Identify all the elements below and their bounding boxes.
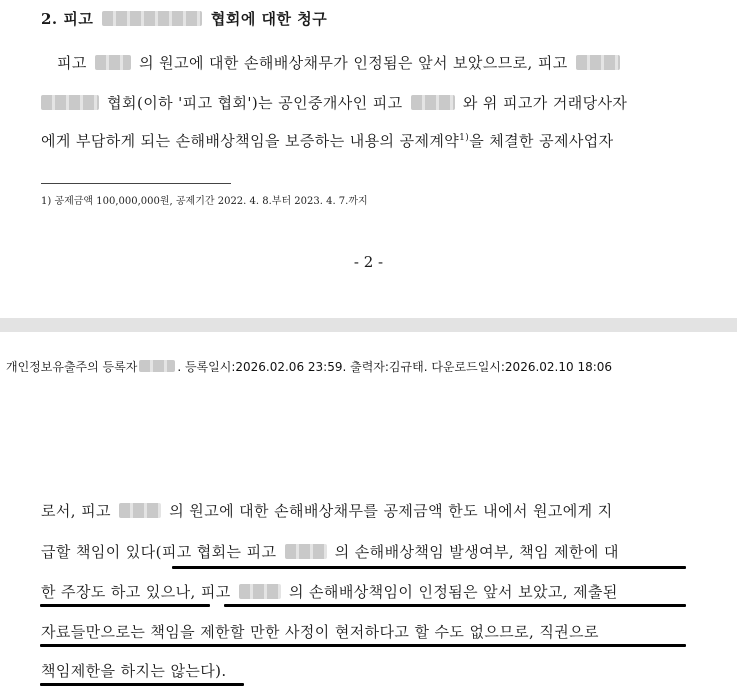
heading-prefix: 2. 피고 [41, 10, 94, 28]
text-span: 와 위 피고가 거래당사자 [462, 94, 628, 112]
redacted-name [285, 544, 327, 559]
underline-mark [40, 683, 244, 686]
text-span: 한 주장도 하고 있으나, 피고 [41, 583, 231, 601]
text-span: 의 원고에 대한 손해배상채무가 인정됨은 앞서 보았으므로, 피고 [139, 54, 568, 72]
text-span: 피고 [57, 54, 87, 72]
footnote: 1) 공제금액 100,000,000원, 공제기간 2022. 4. 8.부터 2023. 4. 7.까지 [41, 196, 368, 207]
document-page-top [0, 0, 737, 318]
text-span: 을 체결한 공제사업자 [469, 132, 614, 150]
footnote-ref: 1) [459, 133, 470, 143]
banner-suffix: . 등록일시:2026.02.06 23:59. 출력자:김규태. 다운로드일시:2026.02.10 18:06 [177, 360, 613, 374]
redacted-name [95, 55, 131, 70]
text-span: 의 원고에 대한 손해배상채무를 공제금액 한도 내에서 원고에게 지 [169, 502, 613, 520]
underline-mark [40, 604, 210, 607]
paragraph-line [41, 660, 227, 681]
redacted-name [139, 360, 175, 372]
text-span: 의 손해배상책임이 인정됨은 앞서 보았고, 제출된 [288, 583, 618, 601]
page-number: - 2 - [353, 253, 384, 271]
section-heading [41, 8, 327, 29]
redacted-name [576, 55, 620, 70]
paragraph-line [41, 621, 599, 642]
underline-mark [172, 566, 686, 569]
paragraph-line [57, 52, 623, 73]
page-separator [0, 318, 737, 332]
banner-prefix: 개인정보유출주의 등록자 [6, 360, 138, 374]
paragraph-line [41, 541, 619, 562]
redacted-name [411, 95, 455, 110]
redacted-name [41, 95, 99, 110]
text-span: 로서, 피고 [41, 502, 111, 520]
paragraph-line [41, 581, 618, 602]
text-span: 협회(이하 '피고 협회')는 공인중개사인 피고 [107, 94, 403, 112]
paragraph-line [41, 92, 627, 113]
text-span: 의 손해배상책임 발생여부, 책임 제한에 대 [334, 543, 619, 561]
text-span: 급할 책임이 있다(피고 협회는 피고 [41, 543, 277, 561]
text-span: 에게 부담하게 되는 손해배상책임을 보증하는 내용의 공제계약 [41, 132, 460, 150]
heading-suffix: 협회에 대한 청구 [210, 10, 328, 28]
underline-mark [40, 644, 686, 647]
text-span: 자료들만으로는 책임을 제한할 만한 사정이 현저하다고 할 수도 없으므로, 직권으로 [41, 623, 599, 641]
text-span: 책임제한을 하지는 않는다). [41, 662, 227, 680]
redacted-name [102, 11, 202, 26]
redacted-name [119, 503, 161, 518]
paragraph-line [41, 130, 614, 151]
redacted-name [239, 584, 281, 599]
footnote-divider [41, 183, 231, 184]
paragraph-line [41, 500, 613, 521]
underline-mark [224, 604, 686, 607]
print-watermark-banner [6, 358, 612, 375]
